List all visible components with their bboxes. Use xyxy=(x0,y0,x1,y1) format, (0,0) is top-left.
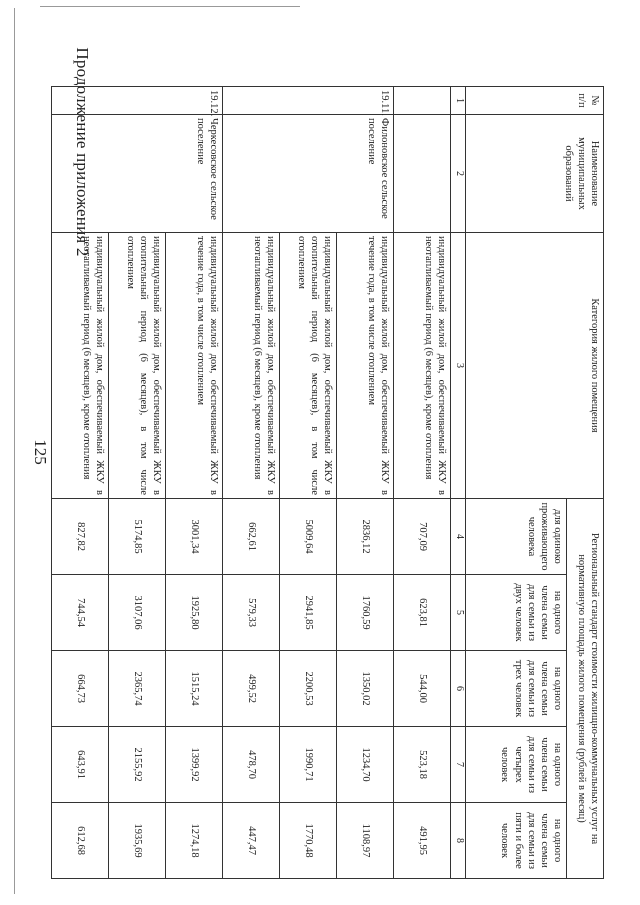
cost-four: 1990,71 xyxy=(280,727,337,803)
cost-single: 662,61 xyxy=(223,499,280,575)
cost-single: 2836,12 xyxy=(337,499,394,575)
housing-category: индивидуальный жилой дом, обеспечиваемый ЖКУ в отопительный период (6 месяцев), в том числе отоплением xyxy=(109,233,166,499)
header-row-number: № п/п xyxy=(466,87,604,115)
municipality-name xyxy=(394,115,451,233)
cost-five-plus: 1274,18 xyxy=(166,803,223,879)
municipality-name: Черкесовское сельское поселение xyxy=(52,115,223,233)
municipality-name: Филоновское сельское поселение xyxy=(223,115,394,233)
cost-three: 2365,74 xyxy=(109,651,166,727)
cost-two: 744,54 xyxy=(52,575,109,651)
cost-five-plus: 447,47 xyxy=(223,803,280,879)
cost-four: 1234,70 xyxy=(337,727,394,803)
cost-single: 3001,34 xyxy=(166,499,223,575)
housing-cost-standard-table xyxy=(51,86,604,879)
column-number: 4 xyxy=(451,499,466,575)
scan-edge-line xyxy=(14,8,15,894)
header-single-person: для одиноко проживающего человека xyxy=(466,499,567,575)
cost-five-plus: 1108,97 xyxy=(337,803,394,879)
cost-single: 707,09 xyxy=(394,499,451,575)
housing-category: индивидуальный жилой дом, обеспечиваемый ЖКУ в неотапливаемый период (6 месяцев), кроме отопления xyxy=(394,233,451,499)
column-number: 8 xyxy=(451,803,466,879)
column-number: 7 xyxy=(451,727,466,803)
cost-two: 1925,80 xyxy=(166,575,223,651)
cost-three: 2200,53 xyxy=(280,651,337,727)
cost-two: 623,81 xyxy=(394,575,451,651)
table-row xyxy=(394,87,451,879)
cost-three: 1350,02 xyxy=(337,651,394,727)
column-number: 5 xyxy=(451,575,466,651)
cost-four: 478,70 xyxy=(223,727,280,803)
column-number: 3 xyxy=(451,233,466,499)
cost-two: 3107,06 xyxy=(109,575,166,651)
scan-edge-line xyxy=(40,6,300,7)
row-number: 19.11. xyxy=(223,87,394,115)
cost-single: 5009,64 xyxy=(280,499,337,575)
cost-three: 499,52 xyxy=(223,651,280,727)
header-family-of-two: на одного члена семьи для семьи из двух человек xyxy=(466,575,567,651)
cost-three: 1515,24 xyxy=(166,651,223,727)
cost-two: 2941,85 xyxy=(280,575,337,651)
housing-category: индивидуальный жилой дом, обеспечиваемый ЖКУ в отопительный период (6 месяцев), в том числе отоплением xyxy=(280,233,337,499)
page-number: 125 xyxy=(31,439,50,465)
cost-five-plus: 1770,48 xyxy=(280,803,337,879)
housing-category: индивидуальный жилой дом, обеспечиваемый ЖКУ в течение года, в том числе отоплением xyxy=(337,233,394,499)
appendix-title: Продолжение приложения 2 xyxy=(73,47,92,257)
cost-three: 544,00 xyxy=(394,651,451,727)
column-number: 2 xyxy=(451,115,466,233)
cost-four: 643,91 xyxy=(52,727,109,803)
header-municipality: Наименование муниципальных образований xyxy=(466,115,604,233)
table-row xyxy=(337,87,394,879)
cost-single: 827,82 xyxy=(52,499,109,575)
cost-five-plus: 491,95 xyxy=(394,803,451,879)
row-number xyxy=(394,87,451,115)
housing-category: индивидуальный жилой дом, обеспечиваемый ЖКУ в неотапливаемый период (6 месяцев), кроме отопления xyxy=(52,233,109,499)
table-row xyxy=(166,87,223,879)
cost-four: 523,18 xyxy=(394,727,451,803)
cost-five-plus: 1935,69 xyxy=(109,803,166,879)
cost-four: 1399,92 xyxy=(166,727,223,803)
cost-four: 2155,92 xyxy=(109,727,166,803)
cost-five-plus: 612,68 xyxy=(52,803,109,879)
cost-two: 579,33 xyxy=(223,575,280,651)
row-number: 19.12. xyxy=(52,87,223,115)
housing-category: индивидуальный жилой дом, обеспечиваемый ЖКУ в течение года, в том числе отоплением xyxy=(166,233,223,499)
header-family-of-three: на одного члена семьи для семьи из трех человек xyxy=(466,651,567,727)
cost-single: 5174,85 xyxy=(109,499,166,575)
header-cost-standard: Региональный стандарт стоимости жилищно-коммунальных услуг на нормативную площадь жилого помещения (рублей в месяц) xyxy=(567,499,604,879)
header-category: Категория жилого помещения xyxy=(466,233,604,499)
cost-two: 1760,59 xyxy=(337,575,394,651)
column-number: 6 xyxy=(451,651,466,727)
housing-category: индивидуальный жилой дом, обеспечиваемый ЖКУ в неотапливаемый период (6 месяцев), кроме отопления xyxy=(223,233,280,499)
header-family-of-four: на одного члена семьи для семьи из четырех человек xyxy=(466,727,567,803)
cost-three: 664,73 xyxy=(52,651,109,727)
column-number: 1 xyxy=(451,87,466,115)
header-family-of-five-plus: на одного члена семьи для семьи из пяти и более человек xyxy=(466,803,567,879)
